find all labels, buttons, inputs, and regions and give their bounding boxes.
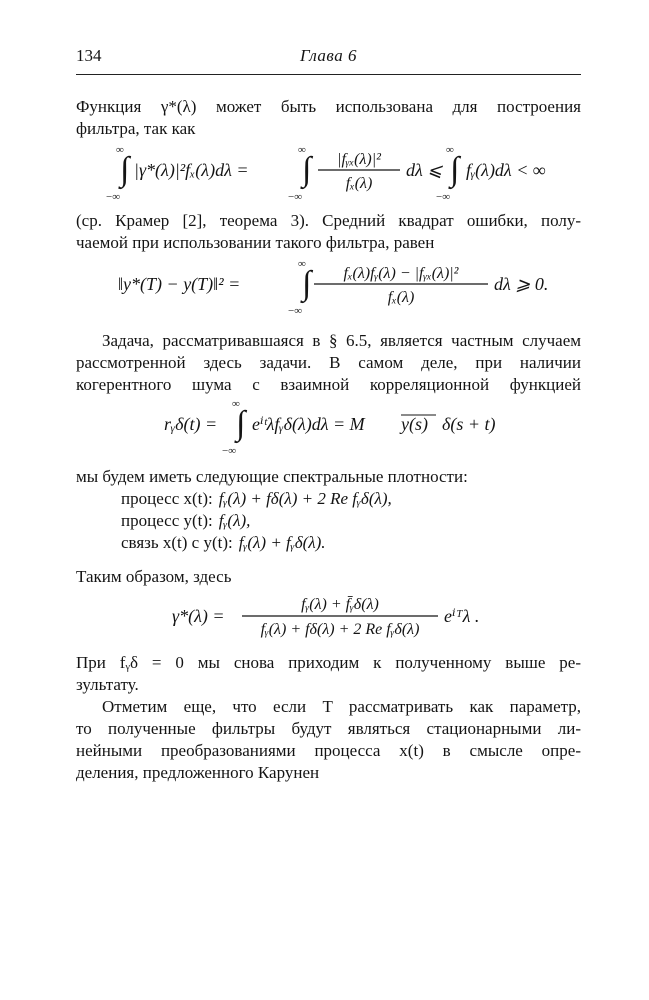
paragraph-1-line-2: фильтра, так как [76,119,196,138]
int2-upper-limit: ∞ [298,144,306,156]
paragraph-7-line-3: нейными преобразованиями процесса x(t) в смысле опре- [76,741,581,760]
paragraph-1-line-1: Функция γ*(λ) может быть использована для построения [76,97,581,116]
formula-1-svg [76,140,581,202]
int3-lower-limit: −∞ [436,191,451,203]
density-label: процесс x(t): [121,489,213,508]
density-label: связь x(t) с y(t): [121,533,233,552]
paragraph-3-line-2: рассмотренной здесь задачи. В самом деле, при наличии [76,353,581,372]
integral-sign-3: ∫ [450,151,460,188]
int1-body: |γ*(λ)|²fₓ(λ)dλ = [134,160,249,180]
formula-error-norm [76,254,581,316]
f4-denominator: fᵧ(λ) + fδ(λ) + 2 Re fᵧδ(λ) [260,621,420,638]
density-value: fᵧ(λ) + fᵧδ(λ). [238,533,326,552]
f3-integral-sign: ∫ [236,405,246,442]
integral-sign-1: ∫ [120,151,130,188]
f4-lhs: γ*(λ) = [172,606,225,626]
header-rule [76,74,581,75]
paragraph-2-line-2: чаемой при использовании такого фильтра, равен [76,233,435,252]
f2-lhs: ‖y*(T) − y(T)‖² = [118,274,241,294]
paragraph-7-line-2: то полученные фильтры будут являться стационарными ли- [76,719,581,738]
chapter-title: Глава 6 [300,46,357,65]
paragraph-6-line-2: зультату. [76,675,139,694]
formula-cross-correlation [76,396,581,456]
density-value: fᵧ(λ), [218,511,251,530]
paragraph-4-line-1: мы будем иметь следующие спектральные плотности: [76,467,468,486]
formula-4-svg [76,588,581,644]
f2-after-fraction: dλ ⩾ 0. [494,274,549,294]
int2-lower-limit: −∞ [288,191,303,203]
f2-upper-limit: ∞ [298,258,306,270]
f2-lower-limit: −∞ [288,305,303,317]
f2-integral-sign: ∫ [302,265,312,302]
formula-3-svg [76,396,581,456]
density-row-process-y [121,510,250,532]
density-label: процесс y(t): [121,511,213,530]
paragraph-3-line-3: когерентного шума с взаимной корреляционной функцией [76,375,581,394]
f1-fraction-denominator: fₓ(λ) [345,175,373,192]
paragraph-6-line-1: При fᵧδ = 0 мы снова приходим к полученному выше ре- [76,653,581,672]
paragraph-5-line-1: Таким образом, здесь [76,567,232,586]
f4-tail: eⁱᵀλ . [444,606,480,626]
int3-body: fᵧ(λ)dλ < ∞ [466,160,546,180]
formula-integral-inequality [76,140,581,202]
f3-tail: δ(s + t) [442,414,496,434]
f2-fraction-numerator: fₓ(λ)fᵧ(λ) − |fᵧₓ(λ)|² [343,265,459,282]
integral-sign-2: ∫ [302,151,312,188]
int3-upper-limit: ∞ [446,144,454,156]
paragraph-3-line-1: Задача, рассматривавшаяся в § 6.5, является частным случаем [102,331,581,350]
f3-conjugate-term: y(s) [401,414,428,434]
f1-after-fraction: dλ ⩽ [406,160,443,180]
f3-lower-limit: −∞ [222,445,237,457]
f3-body: eⁱᵗλfᵧδ(λ)dλ = M [252,414,365,434]
f3-lhs: rᵧδ(t) = [164,414,218,434]
paragraph-2-line-1: (ср. Крамер [2], теорема 3). Средний квадрат ошибки, полу- [76,211,581,230]
f4-numerator: fᵧ(λ) + f̄ᵧδ(λ) [301,596,379,613]
f3-upper-limit: ∞ [232,398,240,410]
page-header [76,46,581,70]
density-value: fᵧ(λ) + fδ(λ) + 2 Re fᵧδ(λ), [218,489,392,508]
f1-fraction-numerator: |fᵧₓ(λ)|² [337,151,381,168]
density-row-link [121,532,326,554]
formula-2-svg [76,254,581,316]
paragraph-7-line-1: Отметим еще, что если T рассматривать как параметр, [102,697,581,716]
int1-lower-limit: −∞ [106,191,121,203]
density-row-process-x [121,488,392,510]
formula-optimal-filter [76,588,581,644]
int1-upper-limit: ∞ [116,144,124,156]
page-number: 134 [76,46,102,65]
paragraph-7-line-4: деления, предложенного Карунен [76,763,320,782]
f2-fraction-denominator: fₓ(λ) [387,289,415,306]
